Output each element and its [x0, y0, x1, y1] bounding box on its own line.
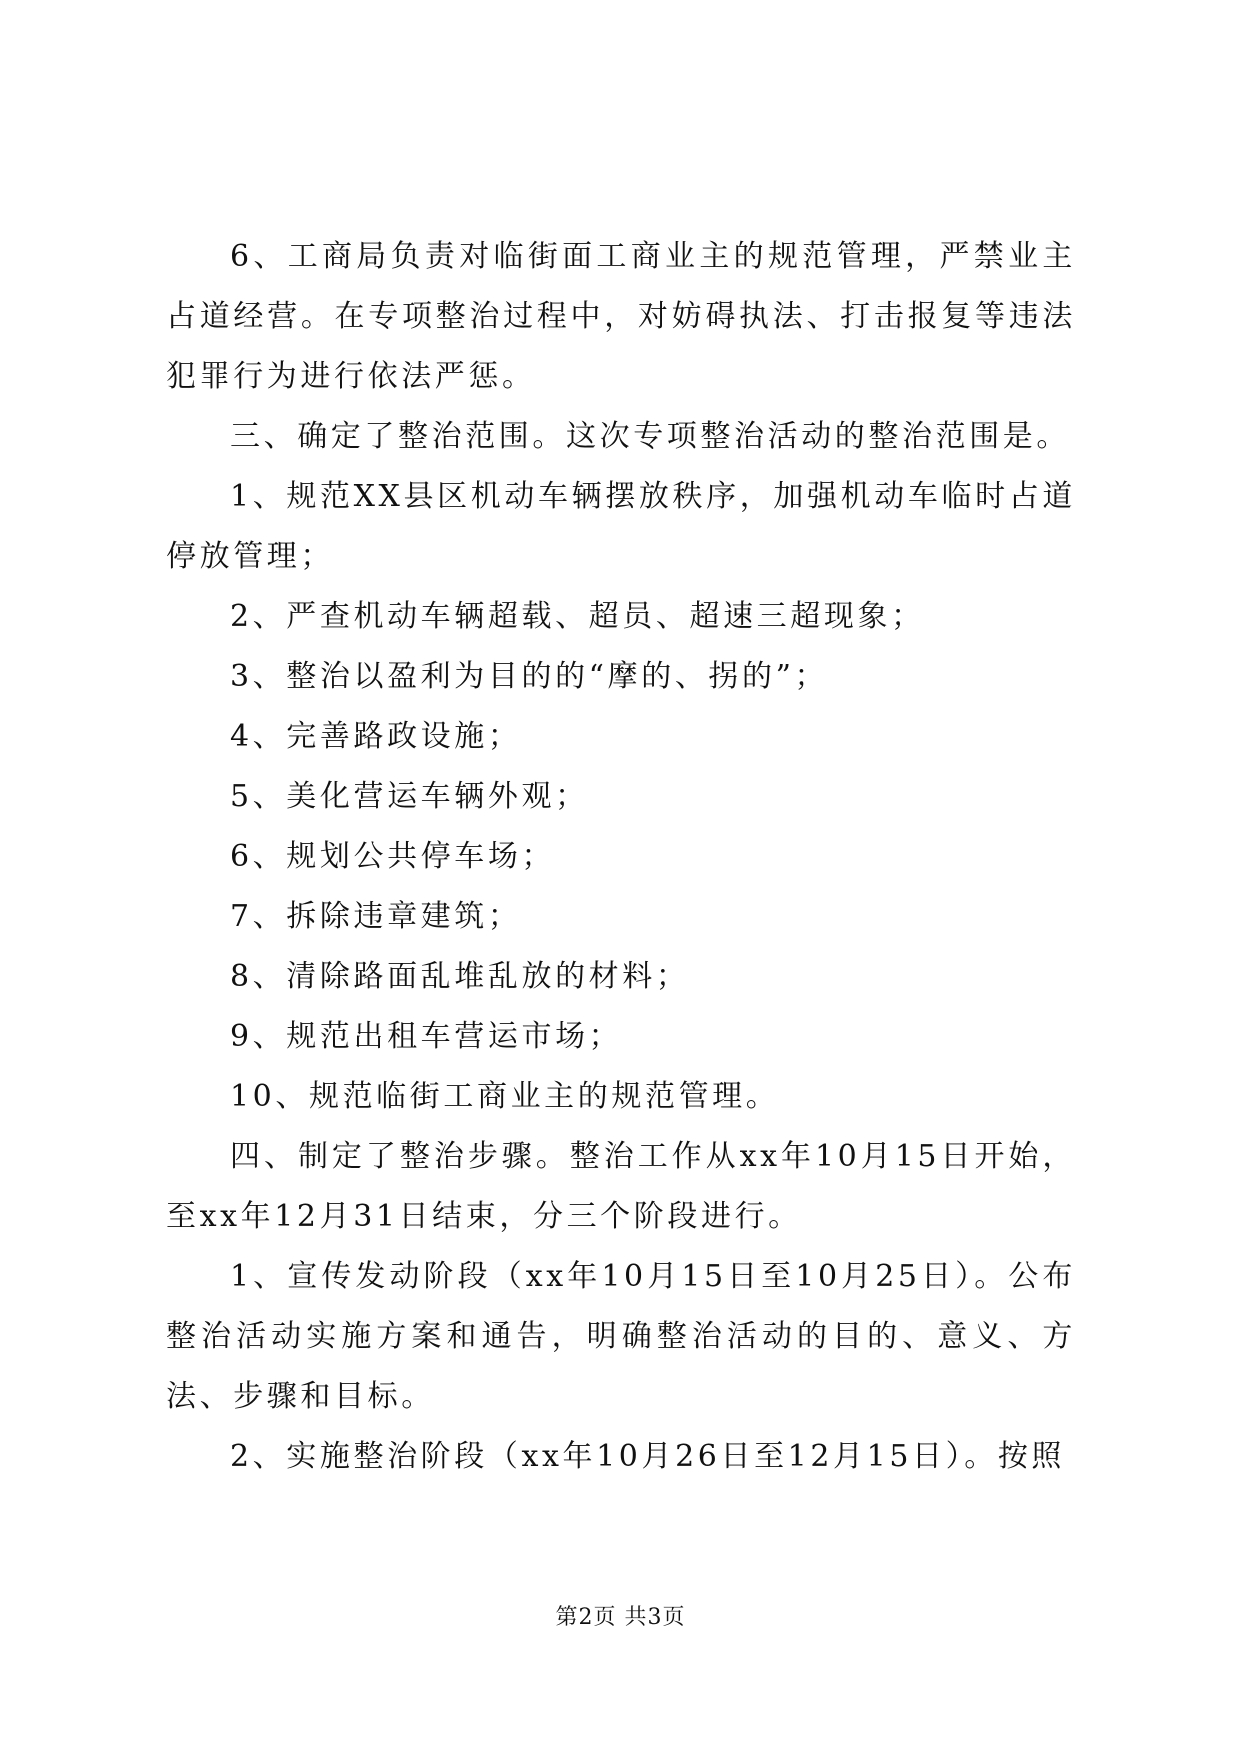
list-item: 4、完善路政设施； [230, 719, 522, 754]
list-item: 2、严查机动车辆超载、超员、超速三超现象； [230, 599, 925, 634]
list-item: 8、清除路面乱堆乱放的材料； [230, 959, 690, 994]
list-item: 10、规范临街工商业主的规范管理。 [230, 1079, 780, 1114]
page-number-footer: 第2页 共3页 [555, 1605, 686, 1630]
list-item: 6、规划公共停车场； [230, 839, 556, 874]
list-item: 7、拆除违章建筑； [230, 899, 522, 934]
list-item: 1、规范XX县区机动车辆摆放秩序，加强机动车临时占道停放管理； [166, 479, 1076, 574]
paragraph-section-three-heading: 三、确定了整治范围。这次专项整治活动的整治范围是。 [230, 419, 1070, 454]
paragraph-section-four-heading: 四、制定了整治步骤。整治工作从xx年10月15日开始，至xx年12月31日结束，分三个阶段进行。 [166, 1139, 1076, 1234]
list-item: 5、美化营运车辆外观； [230, 779, 589, 814]
list-item: 3、整治以盈利为目的的“摩的、拐的”； [230, 659, 829, 694]
document-body [166, 227, 1076, 1487]
list-item: 9、规范出租车营运市场； [230, 1019, 623, 1054]
paragraph-stage-two: 2、实施整治阶段（xx年10月26日至12月15日）。按照 [230, 1439, 1066, 1474]
paragraph-item-6-duty: 6、工商局负责对临街面工商业主的规范管理，严禁业主占道经营。在专项整治过程中，对妨碍执法、打击报复等违法犯罪行为进行依法严惩。 [166, 239, 1076, 394]
paragraph-stage-one: 1、宣传发动阶段（xx年10月15日至10月25日）。公布整治活动实施方案和通告，明确整治活动的目的、意义、方法、步骤和目标。 [166, 1259, 1076, 1414]
